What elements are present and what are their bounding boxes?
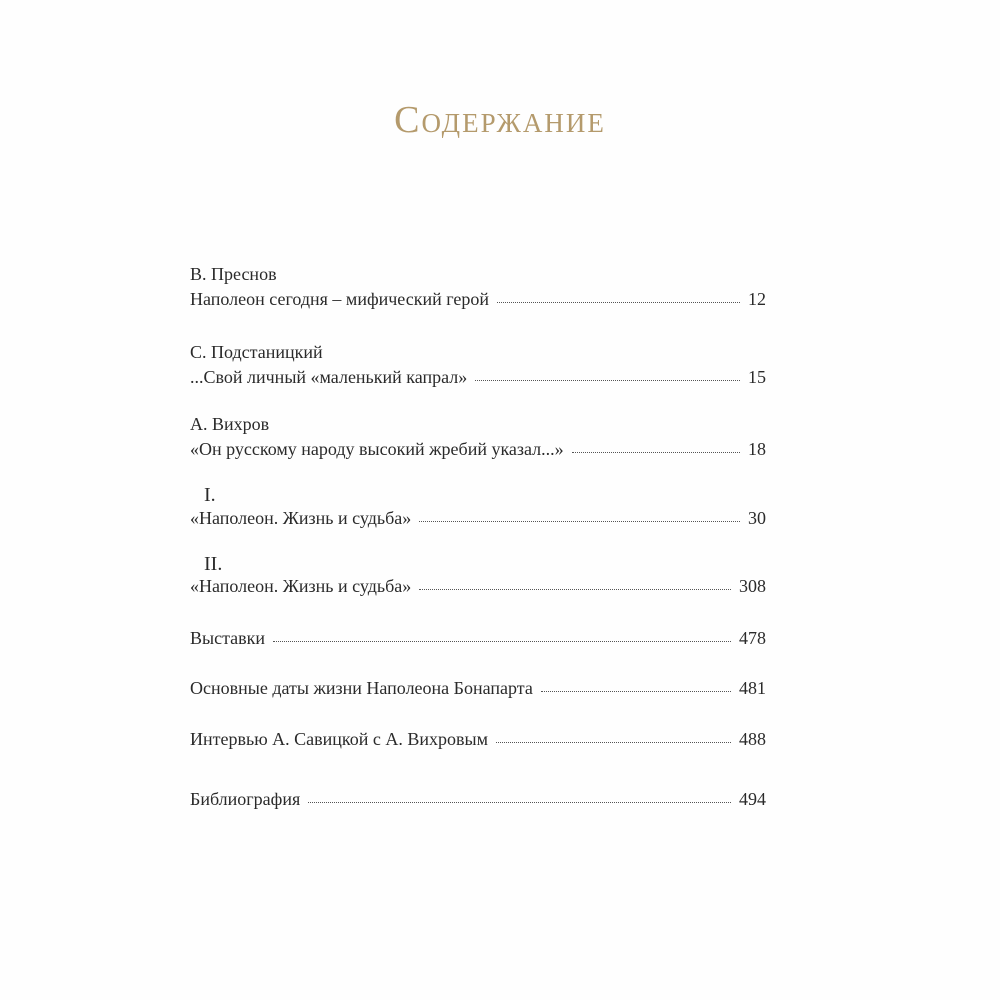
toc-entry[interactable]: [190, 438, 766, 460]
toc-entry[interactable]: [190, 728, 766, 750]
toc-entry-page: 15: [748, 367, 766, 387]
dot-leader: [419, 589, 731, 590]
toc-entry[interactable]: [190, 627, 766, 649]
toc-entry-title: «Он русскому народу высокий жребий указал...»: [190, 439, 564, 459]
dot-leader: [273, 641, 731, 642]
toc-entry-page: 478: [739, 628, 766, 648]
toc-entry-page: 494: [739, 789, 766, 809]
dot-leader: [541, 691, 731, 692]
dot-leader: [419, 521, 740, 522]
toc-entry-title: Выставки: [190, 628, 266, 648]
toc-entry-page: 481: [739, 678, 766, 698]
toc-entry[interactable]: [190, 288, 766, 310]
toc-entry[interactable]: [190, 677, 766, 699]
toc-entry-page: 30: [748, 508, 766, 528]
dot-leader: [497, 302, 740, 303]
toc-entry-title: «Наполеон. Жизнь и судьба»: [190, 576, 412, 596]
toc-entry-author: В. Преснов: [190, 264, 277, 284]
toc-entry-title: ...Свой личный «маленький капрал»: [190, 367, 468, 387]
page-title: Содержание: [394, 99, 606, 141]
toc-entry-page: 18: [748, 439, 766, 459]
toc-entry[interactable]: [190, 507, 766, 529]
toc-entry-page: 308: [739, 576, 766, 596]
toc-entry-title: Наполеон сегодня – мифический герой: [190, 289, 490, 309]
toc-entry[interactable]: [190, 788, 766, 810]
toc-entry[interactable]: [190, 366, 766, 388]
toc-entry-title: Основные даты жизни Наполеона Бонапарта: [190, 678, 533, 698]
toc-entry-title: Интервью А. Савицкой с А. Вихровым: [190, 729, 488, 749]
dot-leader: [308, 802, 731, 803]
toc-entry-title: Библиография: [190, 789, 301, 809]
part-number: I.: [204, 484, 216, 506]
dot-leader: [496, 742, 731, 743]
toc-entry-author: С. Подстаницкий: [190, 342, 323, 362]
dot-leader: [475, 380, 740, 381]
toc-entry-author: А. Вихров: [190, 414, 270, 434]
dot-leader: [572, 452, 740, 453]
toc-entry-page: 488: [739, 729, 766, 749]
part-number: II.: [204, 553, 223, 575]
toc-entry-page: 12: [748, 289, 766, 309]
toc-entry-title: «Наполеон. Жизнь и судьба»: [190, 508, 412, 528]
toc-entry[interactable]: [190, 575, 766, 597]
